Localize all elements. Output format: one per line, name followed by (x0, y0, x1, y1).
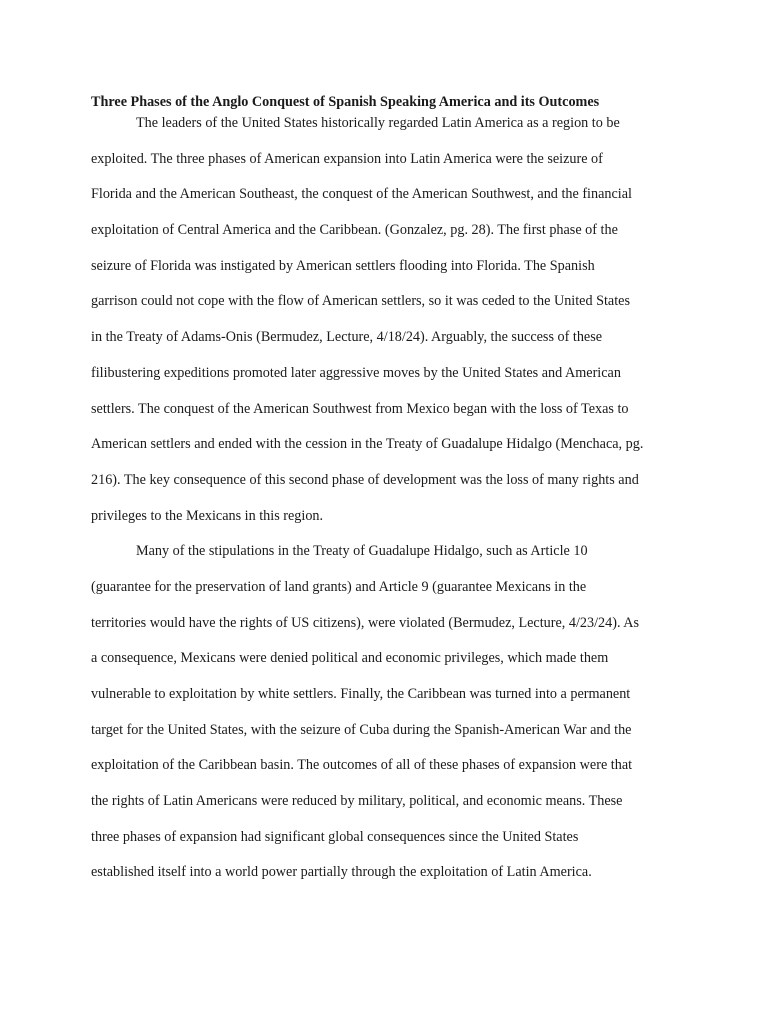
paragraph-2-line-8: the rights of Latin Americans were reduced by military, political, and economic means. These (91, 793, 623, 809)
paragraph-1-line-5: seizure of Florida was instigated by American settlers flooding into Florida. The Spanish (91, 258, 595, 274)
paragraph-1-line-1: The leaders of the United States historically regarded Latin America as a region to be (136, 115, 620, 131)
paragraph-2-line-4: a consequence, Mexicans were denied political and economic privileges, which made them (91, 650, 609, 666)
paragraph-2-line-5: vulnerable to exploitation by white settlers. Finally, the Caribbean was turned into a permanent (91, 686, 631, 702)
paragraph-1-line-2: exploited. The three phases of American expansion into Latin America were the seizure of (91, 151, 603, 167)
paragraph-1-line-7: in the Treaty of Adams-Onis (Bermudez, Lecture, 4/18/24). Arguably, the success of these (91, 329, 603, 345)
paragraph-2-line-2: (guarantee for the preservation of land grants) and Article 9 (guarantee Mexicans in the (91, 579, 587, 595)
paragraph-1-line-8: filibustering expeditions promoted later aggressive moves by the United States and American (91, 365, 621, 381)
paragraph-1-line-12: privileges to the Mexicans in this region. (91, 508, 324, 524)
paragraph-1-line-3: Florida and the American Southeast, the conquest of the American Southwest, and the financial (91, 186, 632, 202)
document-title: Three Phases of the Anglo Conquest of Spanish Speaking America and its Outcomes (91, 94, 600, 110)
paragraph-2-line-6: target for the United States, with the seizure of Cuba during the Spanish-American War and the (91, 722, 632, 738)
paragraph-2-line-7: exploitation of the Caribbean basin. The outcomes of all of these phases of expansion were that (91, 757, 633, 773)
paragraph-1-line-11: 216). The key consequence of this second phase of development was the loss of many rights and (91, 472, 639, 488)
paragraph-2-line-3: territories would have the rights of US citizens), were violated (Bermudez, Lecture, 4/23/24). As (91, 615, 640, 631)
paragraph-2-line-1: Many of the stipulations in the Treaty of Guadalupe Hidalgo, such as Article 10 (136, 543, 588, 559)
paragraph-2-line-9: three phases of expansion had significant global consequences since the United States (91, 829, 579, 845)
paragraph-1-line-4: exploitation of Central America and the Caribbean. (Gonzalez, pg. 28). The first phase of the (91, 222, 618, 238)
paragraph-1-line-10: American settlers and ended with the cession in the Treaty of Guadalupe Hidalgo (Menchaca, pg. (91, 436, 644, 452)
paragraph-2-line-10: established itself into a world power partially through the exploitation of Latin America. (91, 864, 592, 880)
paragraph-1-line-9: settlers. The conquest of the American Southwest from Mexico began with the loss of Texas to (91, 401, 629, 417)
paragraph-1-line-6: garrison could not cope with the flow of American settlers, so it was ceded to the United States (91, 293, 630, 309)
